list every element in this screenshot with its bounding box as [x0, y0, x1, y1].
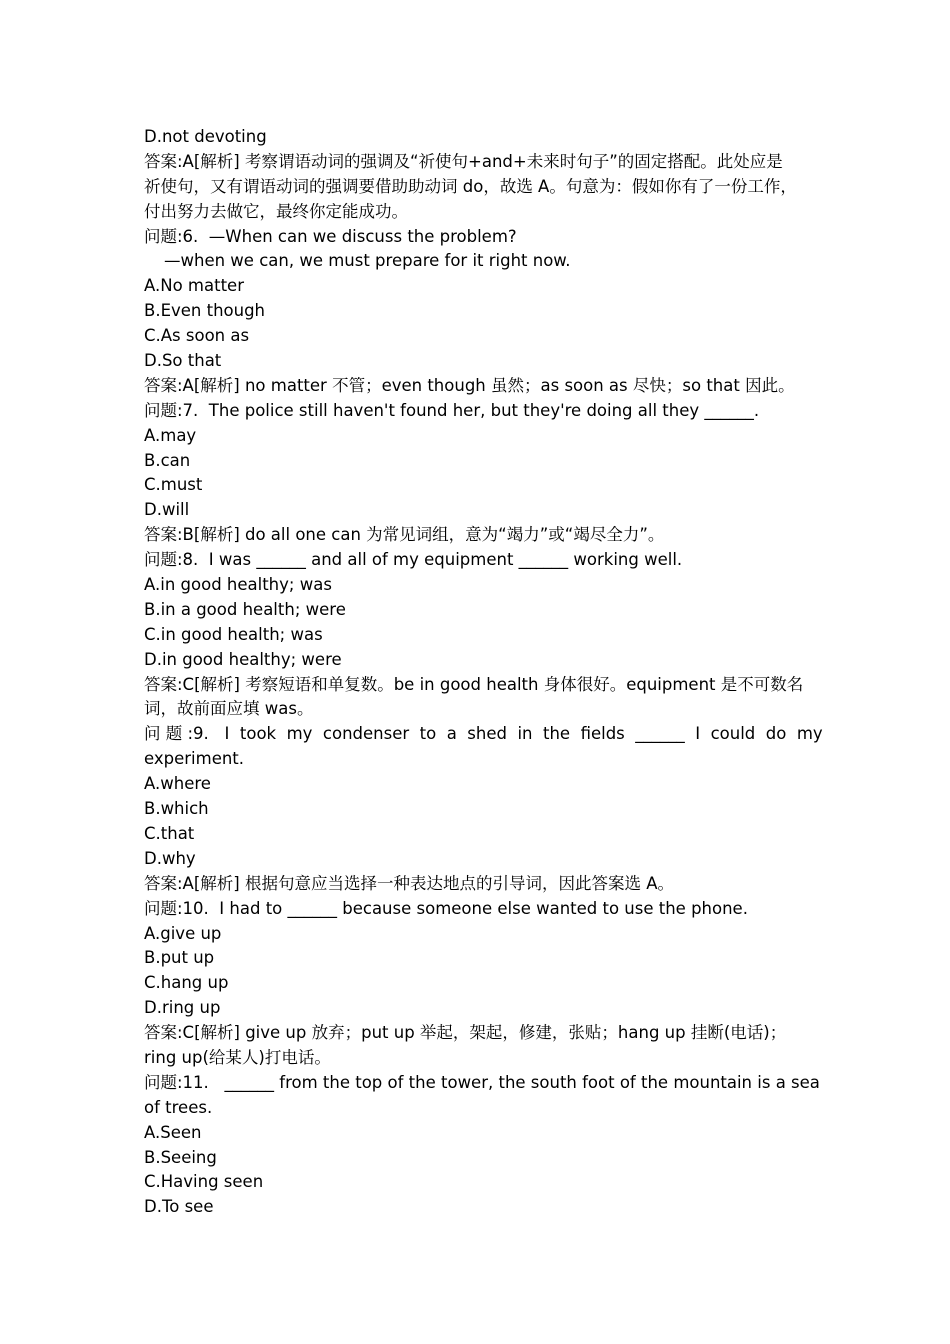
option-d: D.To see [144, 1197, 214, 1217]
answer-text: 付出努力去做它，最终你定能成功。 [144, 201, 408, 221]
option-a: A.may [144, 425, 197, 445]
option-d: D.will [144, 500, 190, 520]
option-c: C.As soon as [144, 326, 250, 346]
option-d: D.not devoting [144, 127, 267, 146]
question-7: 问题:7. The police still haven't found her, but they're doing all they ______. [144, 400, 760, 420]
question-text: —when we can, we must prepare for it right now. [164, 251, 571, 271]
option-b: B.which [144, 799, 209, 819]
option-a: A.Seen [144, 1122, 202, 1142]
option-a: A.No matter [144, 276, 244, 296]
question-8: 问题:8. I was ______ and all of my equipment ______ working well. [144, 550, 683, 570]
option-b: B.put up [144, 948, 215, 968]
option-d: D.So that [144, 351, 222, 371]
option-b: B.Even though [144, 301, 266, 321]
option-c: C.in good health; was [144, 624, 323, 644]
answer-text: 答案:A[解析] 根据句意应当选择一种表达地点的引导词，因此答案选 A。 [144, 873, 674, 893]
option-c: C.hang up [144, 973, 229, 993]
question-6: 问题:6. —When can we discuss the problem? [144, 226, 517, 246]
question-text: of trees. [144, 1097, 213, 1117]
answer-text: 答案:B[解析] do all one can 为常见词组，意为“竭力”或“竭尽全力”。 [144, 525, 665, 545]
answer-text: 答案:A[解析] no matter 不管；even though 虽然；as soon as 尽快；so that 因此。 [144, 375, 795, 395]
option-d: D.why [144, 848, 196, 868]
option-b: B.can [144, 450, 191, 470]
answer-text: 答案:C[解析] give up 放弃；put up 举起，架起，修建，张贴；hang up 挂断(电话)； [144, 1023, 787, 1043]
option-a: A.in good healthy; was [144, 575, 332, 595]
answer-text: 答案:C[解析] 考察短语和单复数。be in good health 身体很好。equipment 是不可数名 [144, 674, 804, 694]
answer-text: 祈使句，又有谓语动词的强调要借助助动词 do，故选 A。句意为：假如你有了一份工作， [144, 176, 797, 196]
option-d: D.in good healthy; were [144, 649, 342, 669]
option-d: D.ring up [144, 998, 221, 1018]
option-b: B.in a good health; were [144, 599, 346, 619]
answer-text: ring up(给某人)打电话。 [144, 1047, 331, 1067]
question-9: 问 题 :9. I took my condenser to a shed in the fields ______ I could do my [144, 724, 823, 744]
option-c: C.must [144, 475, 203, 495]
answer-text: 答案:A[解析] 考察谓语动词的强调及“祈使句+and+未来时句子”的固定搭配。此处应是 [144, 151, 783, 171]
option-a: A.give up [144, 923, 222, 943]
question-10: 问题:10. I had to ______ because someone else wanted to use the phone. [144, 898, 748, 918]
question-11: 问题:11. ______ from the top of the tower, the south foot of the mountain is a sea [144, 1072, 820, 1092]
question-text: experiment. [144, 749, 245, 769]
option-c: C.Having seen [144, 1172, 264, 1192]
option-c: C.that [144, 823, 195, 843]
option-b: B.Seeing [144, 1147, 217, 1167]
option-a: A.where [144, 774, 211, 794]
answer-text: 词，故前面应填 was。 [144, 699, 314, 719]
